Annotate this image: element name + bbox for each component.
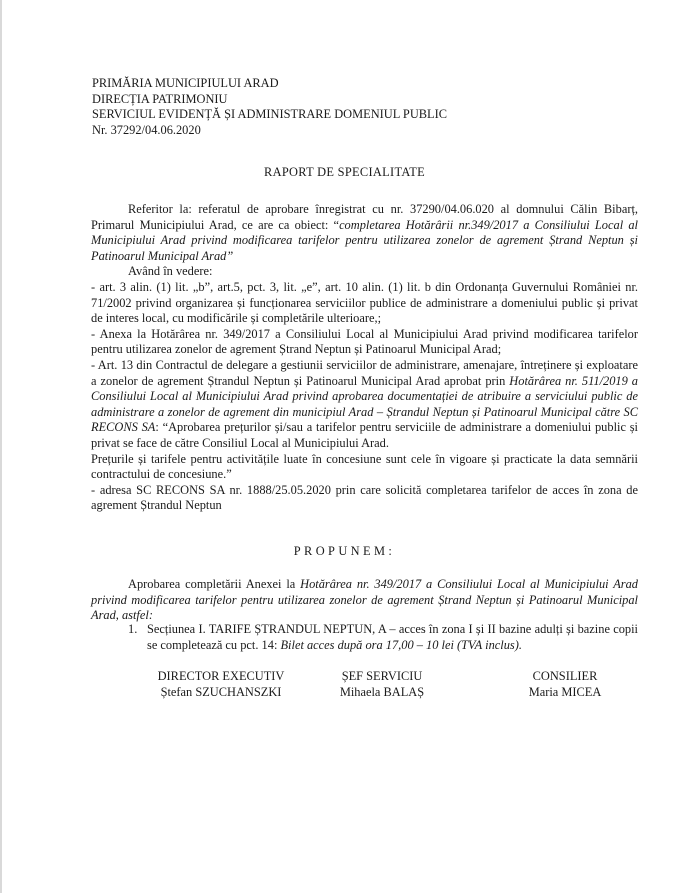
signature-name: Ștefan SZUCHANSZKI <box>160 684 282 699</box>
service-name: SERVICIUL EVIDENȚĂ ȘI ADMINISTRARE DOMENIUL PUBLIC <box>92 107 447 122</box>
proposal-heading: PROPUNEM: <box>293 544 396 558</box>
direction-name: DIRECȚIA PATRIMONIU <box>92 91 228 106</box>
signature-head-of-service <box>324 669 440 700</box>
signature-name: Mihaela BALAȘ <box>339 684 425 699</box>
document-title: RAPORT DE SPECIALITATE <box>264 165 425 179</box>
referral-paragraph: Referitor la: referatul de aprobare înregistrat cu nr. 37290/04.06.020 al domnului Călin Bibarț, Primarul Municipiului Arad, ce are ca obiect: “completarea Hotărârii nr.349/2017 a Consiliului Local al Municipiului Arad privind modificarea tarifelor pentru utilizarea zonelor de agrement Ștrand Neptun și Patinoarul Municipal Arad” <box>91 202 638 263</box>
list-item <box>128 622 638 653</box>
signature-role: CONSILIER <box>532 669 598 683</box>
signature-director <box>146 669 296 700</box>
document-header <box>92 76 447 138</box>
signature-name: Maria MICEA <box>528 684 602 699</box>
report-body <box>91 202 638 514</box>
legal-basis-ordinance: - art. 3 alin. (1) lit. „b”, art.5, pct. 3, lit. „e”, art. 10 alin. (1) lit. b din Ordonanța Guvernului României nr. 71/2002 privind organizarea și funcționarea serviciilor publice de administrare a domeniului public și privat de interes local, cu modificările și completările ulterioare,; <box>91 279 638 326</box>
registration-number: Nr. 37292/04.06.2020 <box>92 122 201 137</box>
proposal-body <box>91 577 638 624</box>
list-item-number: 1. <box>128 622 138 636</box>
signature-advisor <box>512 669 618 700</box>
recons-address-paragraph: - adresa SC RECONS SA nr. 1888/25.05.2020 prin care solicită completarea tarifelor de acces în zona de agrement Ștrandul Neptun <box>91 482 638 513</box>
institution-name: PRIMĂRIA MUNICIPIULUI ARAD <box>92 76 279 90</box>
list-item-text: Secțiunea I. TARIFE ȘTRANDUL NEPTUN, A – acces în zona I și II bazine adulți și bazine copii se completează cu pct. 14: Bilet acces după ora 17,00 – 10 lei (TVA inclus). <box>147 622 638 652</box>
prices-paragraph: Prețurile și tarifele pentru activitățile luate în concesiune sunt cele în vigoare și practicate la data semnării contractului de concesiune.” <box>91 451 638 482</box>
legal-basis-annex: - Anexa la Hotărârea nr. 349/2017 a Consiliului Local al Municipiului Arad privind modificarea tarifelor pentru utilizarea zonelor de agrement Ștrand Neptun și Patinoarul Municipal Arad; <box>91 326 638 357</box>
legal-basis-contract: - Art. 13 din Contractul de delegare a gestiunii serviciilor de administrare, amenajare, întreținere și exploatare a zonelor de agrement Ștrandul Neptun și Patinoarul Municipal Arad aprobat prin Hotărârea nr. 511/2019 a Consiliului Local al Municipiului Arad privind aprobarea documentației de atribuire a serviciului public de administrare a zonelor de agrement din municipiul Arad – Ștrandul Neptun și Patinoarul Municipal către SC RECONS SA: “Aprobarea prețurilor și/sau a tarifelor pentru serviciile de administrare a domeniului public și privat se face de către Consiliul Local al Municipiului Arad. <box>91 357 639 450</box>
proposal-paragraph: Aprobarea completării Anexei la Hotărârea nr. 349/2017 a Consiliului Local al Municipiului Arad privind modificarea tarifelor pentru utilizarea zonelor de agrement Ștrand Neptun și Patinoarul Municipal Arad, astfel: <box>91 577 638 623</box>
signature-role: DIRECTOR EXECUTIV <box>157 669 285 683</box>
signature-role: ȘEF SERVICIU <box>341 669 423 683</box>
considering-heading: Având în vedere: <box>128 264 213 279</box>
